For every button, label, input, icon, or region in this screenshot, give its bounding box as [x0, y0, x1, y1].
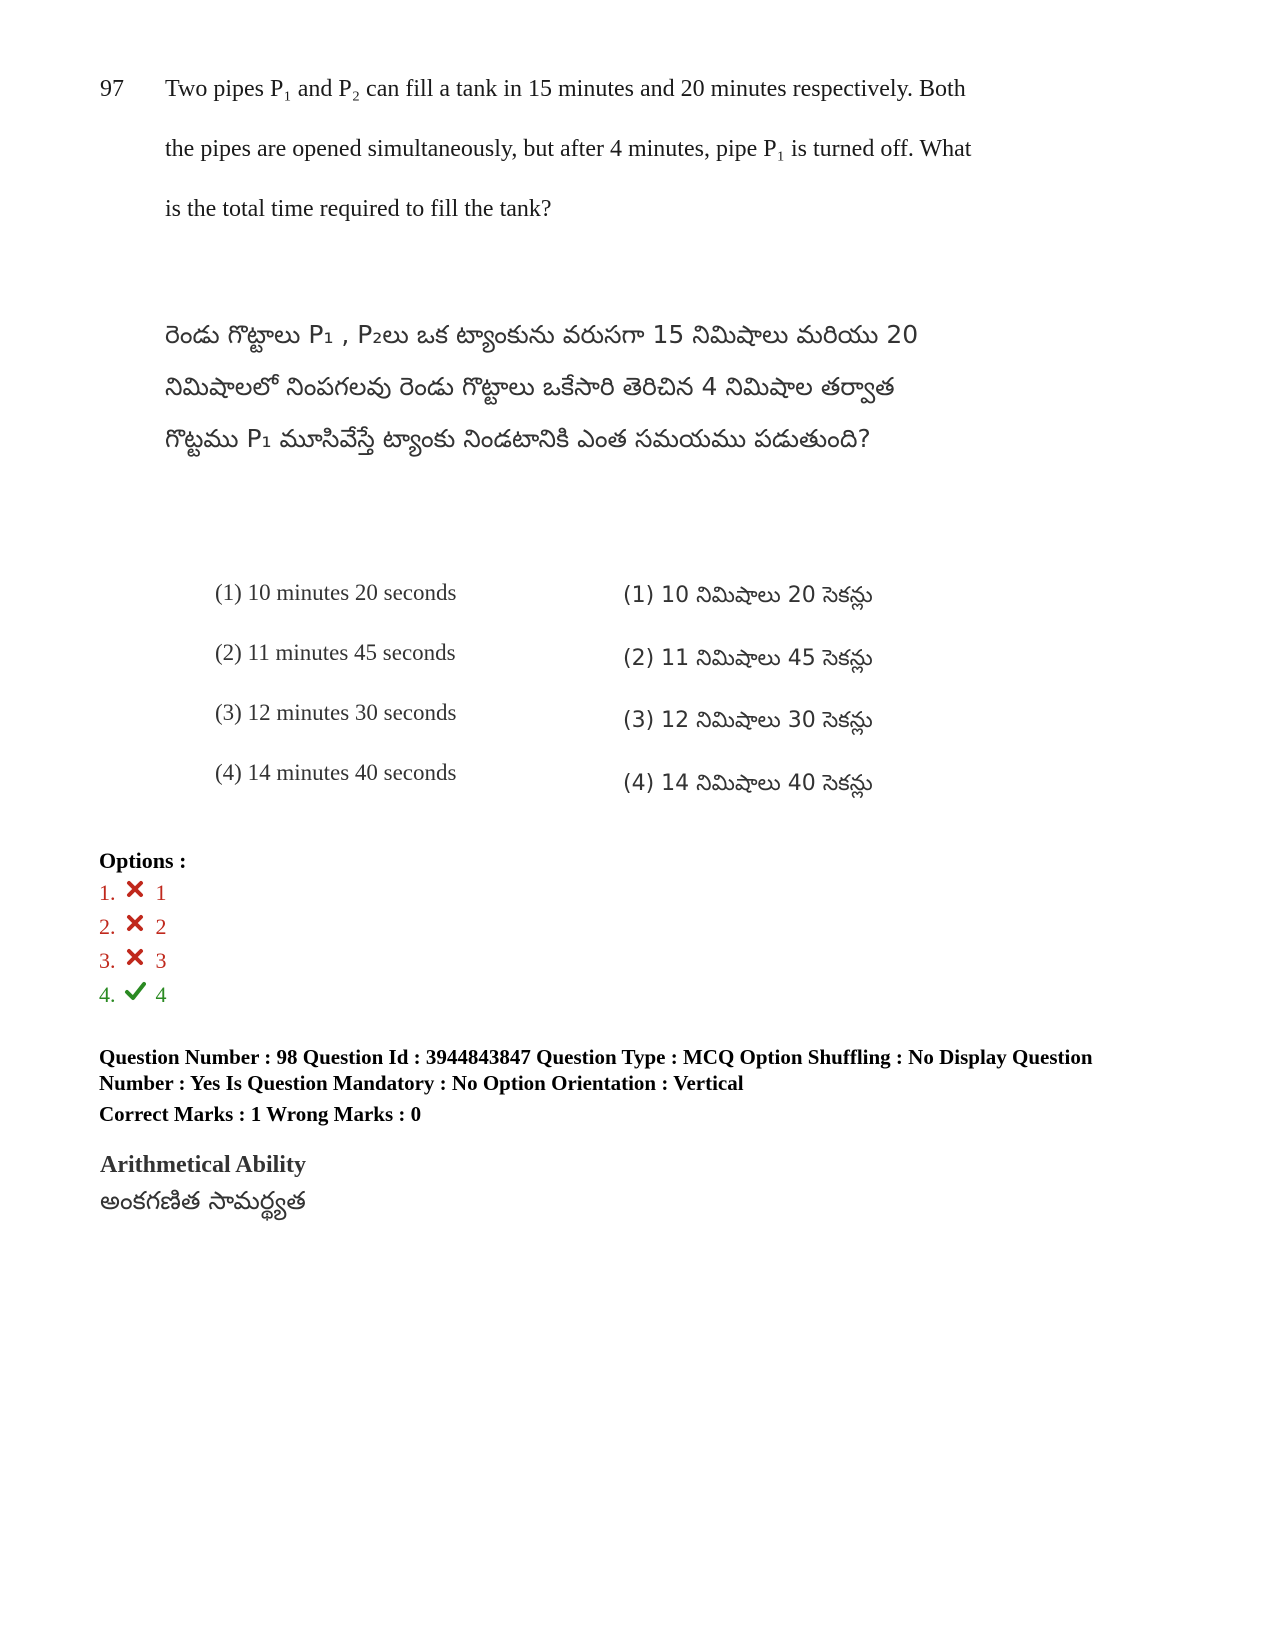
answer-option-index: 1. [99, 880, 116, 905]
answer-option-value: 4 [155, 982, 167, 1007]
answer-option-value: 3 [155, 948, 167, 973]
question-number: 97 [100, 76, 124, 102]
cross-icon [124, 946, 146, 968]
question-text-te-line-2: నిమిషాలలో నింపగలవు రెండు గొట్టాలు ఒకేసారి తెరిచిన 4 నిమిషాల తర్వాత [165, 372, 895, 401]
meta-line-2: Number : Yes Is Question Mandatory : No Option Orientation : Vertical [99, 1071, 744, 1095]
check-icon [124, 980, 146, 1002]
cross-icon [124, 878, 146, 900]
choice-te-2: (2) 11 నిమిషాలు 45 సెకన్లు [623, 646, 873, 671]
choice-te-3: (3) 12 నిమిషాలు 30 సెకన్లు [623, 708, 873, 733]
question-text-en-line-3: is the total time required to fill the tank? [165, 196, 552, 222]
choice-en-2: (2) 11 minutes 45 seconds [215, 640, 456, 665]
meta-line-3: Correct Marks : 1 Wrong Marks : 0 [99, 1102, 422, 1126]
options-heading: Options : [99, 848, 187, 873]
answer-option-value: 1 [155, 880, 167, 905]
meta-line-1: Question Number : 98 Question Id : 3944843847 Question Type : MCQ Option Shuffling : No Display Question [99, 1045, 1093, 1069]
choice-en-4: (4) 14 minutes 40 seconds [215, 760, 457, 785]
answer-option-value: 2 [155, 914, 167, 939]
answer-option-index: 4. [99, 982, 116, 1007]
choice-en-3: (3) 12 minutes 30 seconds [215, 700, 457, 725]
answer-option-3 [99, 948, 167, 974]
subject-title-en: Arithmetical Ability [100, 1152, 306, 1178]
answer-option-index: 2. [99, 914, 116, 939]
subject-title-te: అంకగణిత సామర్థ్యత [100, 1186, 306, 1215]
question-text-en-line-2: the pipes are opened simultaneously, but after 4 minutes, pipe P₁ is turned off. What [165, 136, 972, 162]
choice-te-4: (4) 14 నిమిషాలు 40 సెకన్లు [623, 771, 873, 796]
choice-te-1: (1) 10 నిమిషాలు 20 సెకన్లు [623, 583, 873, 608]
answer-option-1 [99, 880, 167, 906]
answer-option-2 [99, 914, 167, 940]
question-text-en-line-1: Two pipes P₁ and P₂ can fill a tank in 15 minutes and 20 minutes respectively. Both [165, 76, 966, 102]
answer-option-4 [99, 982, 167, 1008]
cross-icon [124, 912, 146, 934]
answer-option-index: 3. [99, 948, 116, 973]
question-text-te-line-1: రెండు గొట్టాలు P₁ , P₂లు ఒక ట్యాంకును వరుసగా 15 నిమిషాలు మరియు 20 [165, 320, 919, 349]
choice-en-1: (1) 10 minutes 20 seconds [215, 580, 457, 605]
question-text-te-line-3: గొట్టము P₁ మూసివేస్తే ట్యాంకు నిండటానికి ఎంత సమయము పడుతుంది? [165, 424, 871, 453]
